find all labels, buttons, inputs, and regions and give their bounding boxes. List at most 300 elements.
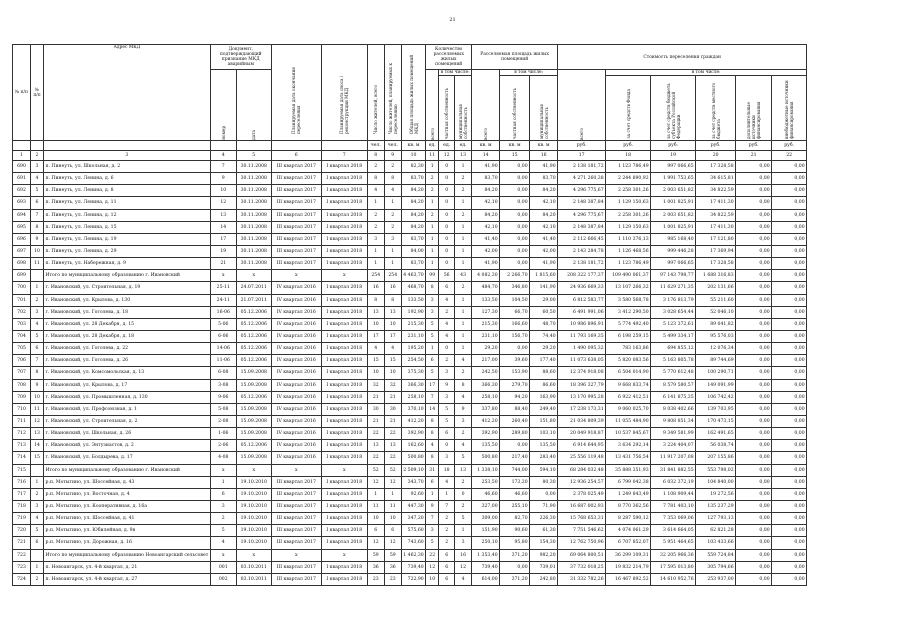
table-cell: I квартал 2018 — [321, 221, 367, 233]
table-cell: 2 258 301,26 — [606, 185, 651, 197]
table-cell: 2 — [455, 500, 472, 512]
table-cell: г. Ивановский, ул. Болдырева, д. 17 — [44, 452, 211, 464]
table-cell: 32 — [384, 379, 401, 391]
table-cell: 86,60 — [530, 379, 558, 391]
table-cell: 9 — [31, 233, 44, 245]
table-cell: 15.09.2008 — [236, 415, 271, 427]
table-row — [13, 391, 807, 403]
table-cell: III квартал 2017 — [271, 233, 321, 245]
table-cell: 60,50 — [530, 306, 558, 318]
table-cell: 6-06 — [210, 330, 236, 342]
table-cell: 162 491,65 — [696, 428, 736, 440]
table-cell: III квартал 2017 — [271, 537, 321, 549]
table-cell: 0,00 — [772, 245, 807, 257]
table-cell: 4 074 061,29 — [606, 525, 651, 537]
table-cell: 03.10.2011 — [236, 573, 271, 585]
table-cell: 412,20 — [401, 415, 425, 427]
table-cell: I квартал 2018 — [321, 573, 367, 585]
table-cell: 59 — [384, 549, 401, 561]
table-cell: 0,00 — [500, 343, 530, 355]
table-cell: 12 — [367, 476, 384, 488]
table-cell: 1 — [455, 245, 472, 257]
table-cell: 6 707 852,07 — [606, 537, 651, 549]
table-cell: 43 — [455, 270, 472, 282]
table-cell: 7 — [31, 355, 44, 367]
table-cell: г. Ивановский, ул. Крылова, д. 17 — [44, 379, 211, 391]
table-cell: 207 155,86 — [696, 452, 736, 464]
table-cell: 997 066,65 — [651, 258, 696, 270]
table-cell: 997 066,65 — [651, 161, 696, 173]
table-cell: 5 499 334,17 — [651, 330, 696, 342]
table-cell: 42,10 — [472, 197, 500, 209]
table-cell: I квартал 2018 — [321, 330, 367, 342]
table-cell: 242,80 — [530, 573, 558, 585]
table-cell — [31, 549, 44, 561]
table-cell: 21 — [384, 391, 401, 403]
subtotal-row — [13, 464, 807, 476]
table-cell: 14-06 — [210, 343, 236, 355]
table-cell: 15 — [384, 355, 401, 367]
table-cell: 1 — [455, 294, 472, 306]
header-address: Адрес МКД — [44, 45, 211, 141]
table-cell: I квартал 2018 — [321, 173, 367, 185]
table-cell: 05.12.2006 — [236, 306, 271, 318]
table-cell: 16 — [367, 282, 384, 294]
table-cell: 141,90 — [530, 282, 558, 294]
table-cell: 0,00 — [772, 318, 807, 330]
table-cell: 05.12.2006 — [236, 391, 271, 403]
table-cell: 1 — [426, 343, 439, 355]
table-cell: 254 — [384, 270, 401, 282]
table-cell: 80,30 — [530, 476, 558, 488]
table-cell: 2 112 666,45 — [558, 233, 606, 245]
table-cell: 6 — [384, 525, 401, 537]
table-cell: 19.10.2010 — [236, 525, 271, 537]
table-cell: IV квартал 2016 — [271, 367, 321, 379]
table-cell: 94,20 — [500, 391, 530, 403]
table-cell: 62 821,28 — [696, 525, 736, 537]
table-cell: 1 — [426, 161, 439, 173]
table-cell: 4 — [31, 173, 44, 185]
table-cell: 195,20 — [401, 343, 425, 355]
table-row — [13, 440, 807, 452]
table-row — [13, 197, 807, 209]
table-row — [13, 343, 807, 355]
table-row — [13, 355, 807, 367]
table-cell: 1 249 843,49 — [606, 488, 651, 500]
table-cell: 6 141 875,35 — [651, 391, 696, 403]
table-cell: 2 — [367, 221, 384, 233]
table-cell: 23 — [367, 573, 384, 585]
table-cell: р.п. Мотыгино, ул. Юбилейная, д. 9в — [44, 525, 211, 537]
table-cell: 15 — [367, 355, 384, 367]
table-cell: III квартал 2017 — [271, 258, 321, 270]
table-cell: 35 888 351,93 — [606, 464, 651, 476]
table-cell: 11 — [31, 258, 44, 270]
table-cell: I квартал 2018 — [321, 440, 367, 452]
table-cell: 3 634 292,14 — [606, 440, 651, 452]
table-cell: 20 049 918,87 — [558, 428, 606, 440]
table-cell: 3 — [31, 500, 44, 512]
table-cell: 1 991 753,65 — [651, 173, 696, 185]
table-cell: 231,10 — [472, 330, 500, 342]
table-cell: 255,10 — [500, 500, 530, 512]
table-cell: 305 794,66 — [696, 561, 736, 573]
table-cell: 0,00 — [500, 258, 530, 270]
table-cell: 69 064 800,51 — [558, 549, 606, 561]
table-header — [13, 45, 807, 141]
table-cell: 0,00 — [736, 367, 772, 379]
header-cost-local: за счет средств местного бюджета — [696, 76, 736, 141]
table-cell — [31, 270, 44, 282]
table-cell: 2 378 025,49 — [558, 488, 606, 500]
table-cell: 83,70 — [401, 233, 425, 245]
table-cell: 0,00 — [736, 258, 772, 270]
table-cell: 3 — [426, 525, 439, 537]
table-cell: 1 — [455, 221, 472, 233]
table-cell: 25 556 119,48 — [558, 452, 606, 464]
table-row — [13, 500, 807, 512]
table-cell: 31 332 782,26 — [558, 573, 606, 585]
header-qty-incl: в том числе: — [440, 70, 470, 76]
table-cell: 1 — [426, 245, 439, 257]
table-cell: 4-08 — [210, 452, 236, 464]
table-cell: 0,00 — [772, 452, 807, 464]
table-cell: 208 322 177,37 — [558, 270, 606, 282]
table-cell: г. Ивановский, ул. Энтузиастов, д. 2 — [44, 440, 211, 452]
table-cell: 42,00 — [472, 245, 500, 257]
table-cell: х — [236, 549, 271, 561]
table-cell: 9-06 — [210, 391, 236, 403]
table-cell: 22 — [367, 452, 384, 464]
table-cell: х — [271, 549, 321, 561]
table-cell: 0,00 — [772, 415, 807, 427]
table-cell: 8 — [384, 294, 401, 306]
table-cell: 2 — [455, 476, 472, 488]
header-qty-total: всего — [426, 70, 439, 141]
table-cell: 0 — [439, 173, 455, 185]
table-cell: 30 — [367, 403, 384, 415]
table-cell: п. Пинеуть, ул. Ленина, д. 11 — [44, 197, 211, 209]
table-cell: 14 — [426, 403, 439, 415]
table-cell: 12 — [31, 415, 44, 427]
table-cell: 0,00 — [736, 221, 772, 233]
table-cell: г. Ивановский, ул. Строительная, д. 19 — [44, 282, 211, 294]
table-row — [13, 367, 807, 379]
table-cell: 8 — [426, 415, 439, 427]
table-cell: I квартал 2018 — [321, 428, 367, 440]
table-cell: 5 — [426, 537, 439, 549]
unit-cell: кв. м — [401, 141, 425, 151]
column-number-cell: 19 — [651, 151, 696, 161]
table-cell: 3 580 568,78 — [606, 294, 651, 306]
header-cost-total: всего — [558, 70, 606, 141]
table-cell: 708 — [13, 379, 31, 391]
table-cell: 707 — [13, 367, 31, 379]
table-cell: 89 041,82 — [696, 318, 736, 330]
table-cell: I квартал 2018 — [321, 391, 367, 403]
table-cell: 5 951 464,65 — [651, 537, 696, 549]
table-cell: 17 — [210, 233, 236, 245]
table-cell: 13 — [210, 209, 236, 221]
table-cell: 0,00 — [736, 513, 772, 525]
table-cell: 29,20 — [472, 343, 500, 355]
table-cell: 982,20 — [530, 549, 558, 561]
column-number-cell: 15 — [500, 151, 530, 161]
table-cell: IV квартал 2016 — [271, 318, 321, 330]
table-cell: 711 — [13, 415, 31, 427]
table-cell: 371,20 — [500, 549, 530, 561]
table-cell: х — [321, 549, 367, 561]
table-cell: 249,40 — [530, 403, 558, 415]
table-cell: 42,00 — [530, 245, 558, 257]
table-cell: 2 — [455, 209, 472, 221]
column-number-cell: 10 — [401, 151, 425, 161]
table-cell: 412,20 — [472, 415, 500, 427]
table-cell: 698 — [13, 258, 31, 270]
table-cell: I квартал 2018 — [321, 209, 367, 221]
table-row — [13, 561, 807, 573]
units-row — [13, 141, 807, 151]
table-cell: 366,30 — [472, 379, 500, 391]
table-cell: 724 — [13, 573, 31, 585]
table-cell: 0,00 — [736, 391, 772, 403]
table-cell: 500,80 — [401, 452, 425, 464]
column-number-cell: 2 — [31, 151, 44, 161]
table-cell: 0 — [439, 258, 455, 270]
table-cell: 2 — [426, 209, 439, 221]
table-cell: 743,60 — [401, 537, 425, 549]
table-cell: 0,00 — [736, 549, 772, 561]
table-cell: 6 — [439, 428, 455, 440]
table-cell: 722 — [13, 549, 31, 561]
table-cell: 3 — [210, 500, 236, 512]
column-number-cell: 17 — [558, 151, 606, 161]
table-cell: 13 170 995,28 — [558, 391, 606, 403]
table-cell: 4 271 260,38 — [558, 173, 606, 185]
table-cell: 0,00 — [736, 173, 772, 185]
table-cell: 1 — [426, 258, 439, 270]
table-cell: 559 724,84 — [696, 549, 736, 561]
table-cell: 3 224 404,07 — [651, 440, 696, 452]
table-cell: 0,00 — [500, 173, 530, 185]
table-cell: 42,10 — [472, 221, 500, 233]
table-cell: I квартал 2018 — [321, 379, 367, 391]
table-cell: 90,60 — [500, 525, 530, 537]
table-cell: 366,30 — [401, 379, 425, 391]
table-cell: 42,10 — [530, 197, 558, 209]
table-cell: 254,50 — [401, 355, 425, 367]
table-cell: 5-08 — [210, 403, 236, 415]
table-cell: 0,00 — [772, 270, 807, 282]
table-cell: I квартал 2018 — [321, 282, 367, 294]
table-cell: 6 491 991,06 — [558, 306, 606, 318]
table-cell: 8 038 402,66 — [651, 403, 696, 415]
table-cell: п. Пинеуть, ул. Ленина, д. 8 — [44, 185, 211, 197]
table-cell: 16 — [384, 282, 401, 294]
table-cell: 15 — [31, 452, 44, 464]
table-cell: I квартал 2018 — [321, 513, 367, 525]
table-cell: 10 — [426, 573, 439, 585]
header-total-area: Общая площадь жилых помещений МКД — [401, 45, 425, 141]
table-cell: III квартал 2017 — [271, 209, 321, 221]
header-area-incl: в том числе: — [500, 70, 558, 76]
table-cell: 8 — [384, 173, 401, 185]
table-cell: 24.07.2011 — [236, 282, 271, 294]
table-cell: 1 — [455, 197, 472, 209]
header-planned-completion: Планируемая дата окончания переселения — [271, 45, 321, 141]
table-cell: 3 — [31, 161, 44, 173]
table-cell: 217,00 — [472, 355, 500, 367]
table-cell: 7 — [210, 161, 236, 173]
table-cell: 5 — [426, 367, 439, 379]
table-cell: р.п. Мотыгино, ул. Шоссейная, д. 41 — [44, 513, 211, 525]
table-cell: 13 431 756,54 — [606, 452, 651, 464]
table-cell: III квартал 2017 — [271, 500, 321, 512]
table-cell: 5 163 805,78 — [651, 355, 696, 367]
table-cell: 553 798,02 — [696, 464, 736, 476]
table-cell: 2 — [455, 367, 472, 379]
table-cell: 32 205 966,36 — [651, 549, 696, 561]
table-cell: 4 — [455, 391, 472, 403]
table-cell: 254 — [367, 270, 384, 282]
column-number-cell: 4 — [210, 151, 236, 161]
table-cell: 1 — [384, 245, 401, 257]
table-cell: 0,00 — [736, 500, 772, 512]
table-cell: 8 579 580,57 — [651, 379, 696, 391]
table-cell: 716 — [13, 476, 31, 488]
table-cell: I квартал 2018 — [321, 258, 367, 270]
table-cell: 95 576,03 — [696, 330, 736, 342]
table-cell: 7 353 069,06 — [651, 513, 696, 525]
header-planned-demolition: Планируемая дата сноса / реконструкции МКД — [321, 45, 367, 141]
table-cell: 2 138 181,72 — [558, 161, 606, 173]
table-cell: 1 — [455, 318, 472, 330]
table-cell: 985 168,40 — [651, 233, 696, 245]
table-cell: I квартал 2018 — [321, 185, 367, 197]
table-cell: 31 — [426, 464, 439, 476]
table-cell: 9 808 851,34 — [651, 415, 696, 427]
table-cell: 39,60 — [500, 355, 530, 367]
table-cell: 719 — [13, 513, 31, 525]
table-cell: 41,90 — [530, 258, 558, 270]
table-cell: 109 490 061,37 — [606, 270, 651, 282]
table-cell: I квартал 2018 — [321, 476, 367, 488]
table-cell: 24-11 — [210, 294, 236, 306]
table-cell: I квартал 2018 — [321, 343, 367, 355]
table-cell: 135 237,29 — [696, 500, 736, 512]
table-cell: п. Пинеуть, ул. Школьная, д. 2 — [44, 161, 211, 173]
table-cell: г. Ивановский, ул. Гоголева, д. 22 — [44, 343, 211, 355]
table-cell: 2 148 387,84 — [558, 221, 606, 233]
table-cell: 30.11.2008 — [236, 245, 271, 257]
table-cell: 2 — [31, 294, 44, 306]
table-cell: 5 — [31, 185, 44, 197]
table-cell: р.п. Мотыгино, ул. Восточная, д. 4 — [44, 488, 211, 500]
table-cell: 2 244 890,92 — [606, 173, 651, 185]
table-cell: 153,90 — [500, 367, 530, 379]
table-row — [13, 173, 807, 185]
table-cell: 1 490 095,32 — [558, 343, 606, 355]
table-cell: 17 595 013,80 — [651, 561, 696, 573]
table-cell: 5 123 372,61 — [651, 318, 696, 330]
table-cell: 215,30 — [472, 318, 500, 330]
table-cell: 2 — [455, 428, 472, 440]
table-cell: 594,10 — [530, 464, 558, 476]
table-row — [13, 476, 807, 488]
table-cell: 83,70 — [472, 173, 500, 185]
table-cell: 127,30 — [472, 306, 500, 318]
table-cell: 1 — [455, 330, 472, 342]
table-cell: I квартал 2018 — [321, 233, 367, 245]
table-cell: 12 076,34 — [696, 343, 736, 355]
table-cell: 0,00 — [772, 185, 807, 197]
table-cell: 1 462,30 — [401, 549, 425, 561]
table-cell: 500,80 — [472, 452, 500, 464]
table-cell: 13 107 266,32 — [606, 282, 651, 294]
table-cell: 723 — [13, 561, 31, 573]
column-number-cell: 8 — [367, 151, 384, 161]
unit-cell — [31, 141, 44, 151]
unit-cell — [271, 141, 321, 151]
table-cell: 92,60 — [401, 488, 425, 500]
table-cell: 21 034 809,39 — [558, 415, 606, 427]
table-cell: 11 — [384, 500, 401, 512]
table-cell: 17 — [367, 330, 384, 342]
table-cell: п. Пинеуть, ул. Ленина, д. 15 — [44, 221, 211, 233]
table-cell: 1 — [367, 245, 384, 257]
table-cell: 0,00 — [772, 464, 807, 476]
table-cell: 2 — [31, 573, 44, 585]
table-row — [13, 209, 807, 221]
table-cell: 1 — [426, 488, 439, 500]
table-cell: 5 — [455, 452, 472, 464]
table-cell: 258,10 — [401, 391, 425, 403]
table-cell: 19 — [210, 245, 236, 257]
header-row-number-2: № п/п — [31, 45, 44, 141]
table-cell: 135,50 — [530, 440, 558, 452]
table-cell: 30.11.2008 — [236, 209, 271, 221]
table-cell: 41,40 — [472, 233, 500, 245]
table-cell: 3 — [439, 452, 455, 464]
table-cell: 12 — [455, 561, 472, 573]
table-cell: 29,20 — [530, 343, 558, 355]
table-cell: х — [210, 549, 236, 561]
table-cell: 0 — [439, 440, 455, 452]
table-cell: 690 — [13, 161, 31, 173]
table-cell: 392,90 — [401, 428, 425, 440]
table-cell: 0,00 — [736, 525, 772, 537]
column-number-cell: 22 — [772, 151, 807, 161]
table-cell: 343,70 — [401, 476, 425, 488]
table-cell: 1 — [367, 258, 384, 270]
table-cell: 217,40 — [500, 452, 530, 464]
table-row — [13, 282, 807, 294]
table-cell: 3 — [439, 391, 455, 403]
table-cell: 1 — [384, 197, 401, 209]
table-cell: 16 467 892,52 — [606, 573, 651, 585]
table-cell: 370,10 — [401, 403, 425, 415]
table-cell: 12 — [367, 537, 384, 549]
table-cell: I квартал 2018 — [321, 245, 367, 257]
table-cell: 6 — [210, 488, 236, 500]
table-cell: 05.12.2006 — [236, 330, 271, 342]
table-cell: 17 411,30 — [696, 221, 736, 233]
table-cell: г. Ивановский, ул. 28 Декабря, д. 18 — [44, 330, 211, 342]
table-cell: 2 003 651,82 — [651, 209, 696, 221]
table-cell: 21.07.2011 — [236, 294, 271, 306]
table-cell: 13 — [384, 306, 401, 318]
